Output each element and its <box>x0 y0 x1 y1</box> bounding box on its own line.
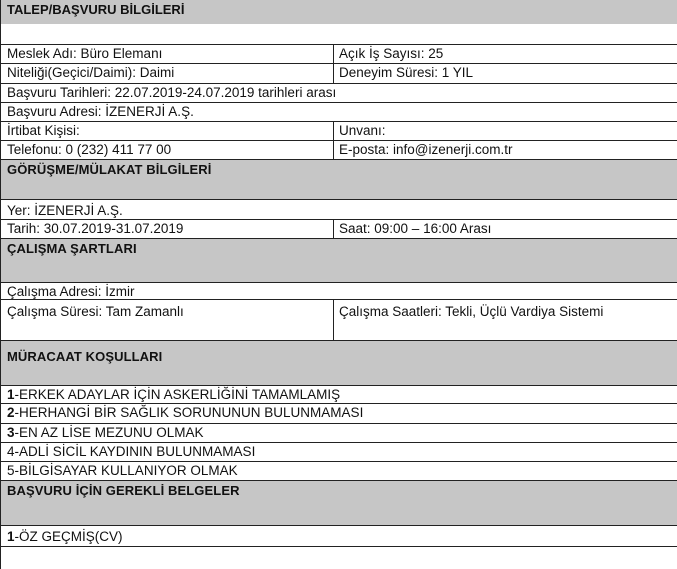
item-number: 5 <box>7 463 15 478</box>
section-belgeler-title: BAŞVURU İÇİN GEREKLİ BELGELER <box>7 483 240 498</box>
section-gorusme-title: GÖRÜŞME/MÜLAKAT BİLGİLERİ <box>7 162 212 177</box>
belge-item-1 <box>1 526 677 546</box>
section-muracaat-title: MÜRACAAT KOŞULLARI <box>7 349 163 364</box>
telefonu: Telefonu: 0 (232) 411 77 00 <box>1 141 334 159</box>
muracaat-item-2 <box>1 404 677 423</box>
item-number: 3 <box>7 425 15 440</box>
empty-cell <box>1 547 677 567</box>
list-item <box>1 424 677 443</box>
deneyim-suresi: Deneyim Süresi: 1 YIL <box>339 65 474 80</box>
item-number: 4 <box>7 444 15 459</box>
section-gorusme <box>1 160 677 199</box>
item-text: -ERKEK ADAYLAR İÇİN ASKERLİĞİNİ TAMAMLAMIŞ <box>14 387 341 402</box>
item-text: -BİLGİSAYAR KULLANIYOR OLMAK <box>14 463 238 478</box>
section-calisma <box>1 239 677 282</box>
section-calisma-title: ÇALIŞMA ŞARTLARI <box>7 241 137 256</box>
item-text: -EN AZ LİSE MEZUNU OLMAK <box>14 425 204 440</box>
unvani: Unvanı: <box>339 123 386 138</box>
section-talep-title: TALEP/BAŞVURU BİLGİLERİ <box>1 0 677 24</box>
niteligi: Niteliği(Geçici/Daimi): Daimi <box>1 64 334 83</box>
basvuru-tarihleri: Başvuru Tarihleri: 22.07.2019-24.07.2019 tarihleri arası <box>7 85 337 100</box>
row-basvuru-tarihleri <box>1 84 677 103</box>
section-muracaat <box>1 341 677 385</box>
item-text: -ADLİ SİCİL KAYDININ BULUNMAMASI <box>14 444 256 459</box>
list-item <box>1 385 677 404</box>
basvuru-adresi: Başvuru Adresi: İZENERJİ A.Ş. <box>7 104 194 119</box>
calisma-adresi: Çalışma Adresi: İzmir <box>7 284 135 299</box>
calisma-suresi: Çalışma Süresi: Tam Zamanlı <box>1 300 334 340</box>
section-talep <box>1 0 677 45</box>
row-meslek <box>1 45 677 64</box>
row-empty <box>1 547 677 567</box>
item-number: 1 <box>7 529 15 544</box>
yer: Yer: İZENERJİ A.Ş. <box>7 203 123 218</box>
row-calisma-suresi <box>1 300 677 341</box>
calisma-saatleri: Çalışma Saatleri: Tekli, Üçlü Vardiya Sistemi <box>339 304 604 319</box>
item-text: -HERHANGİ BİR SAĞLIK SORUNUNUN BULUNMAMASI <box>14 405 364 420</box>
row-basvuru-adresi <box>1 103 677 122</box>
list-item <box>1 462 677 481</box>
meslek-adi: Meslek Adı: Büro Elemanı <box>1 45 334 63</box>
acik-is-sayisi: Açık İş Sayısı: 25 <box>339 46 444 61</box>
row-calisma-adresi <box>1 282 677 300</box>
muracaat-item-5 <box>1 462 677 480</box>
muracaat-item-1 <box>1 386 677 403</box>
item-number: 1 <box>7 387 15 402</box>
item-number: 2 <box>7 405 15 420</box>
muracaat-item-3 <box>1 424 677 442</box>
list-item <box>1 525 677 547</box>
list-item <box>1 404 677 424</box>
section-belgeler <box>1 481 677 525</box>
list-item <box>1 443 677 462</box>
saat: Saat: 09:00 – 16:00 Arası <box>339 221 492 236</box>
row-yer <box>1 199 677 220</box>
row-irtibat <box>1 122 677 141</box>
irtibat-kisisi: İrtibat Kişisi: <box>1 122 334 140</box>
row-telefon <box>1 141 677 160</box>
muracaat-item-4 <box>1 443 677 461</box>
row-nitelik <box>1 64 677 84</box>
row-tarih <box>1 220 677 239</box>
tarih: Tarih: 30.07.2019-31.07.2019 <box>1 220 334 238</box>
item-text: -ÖZ GEÇMİŞ(CV) <box>14 529 123 544</box>
e-posta: E-posta: info@izenerji.com.tr <box>339 142 513 157</box>
